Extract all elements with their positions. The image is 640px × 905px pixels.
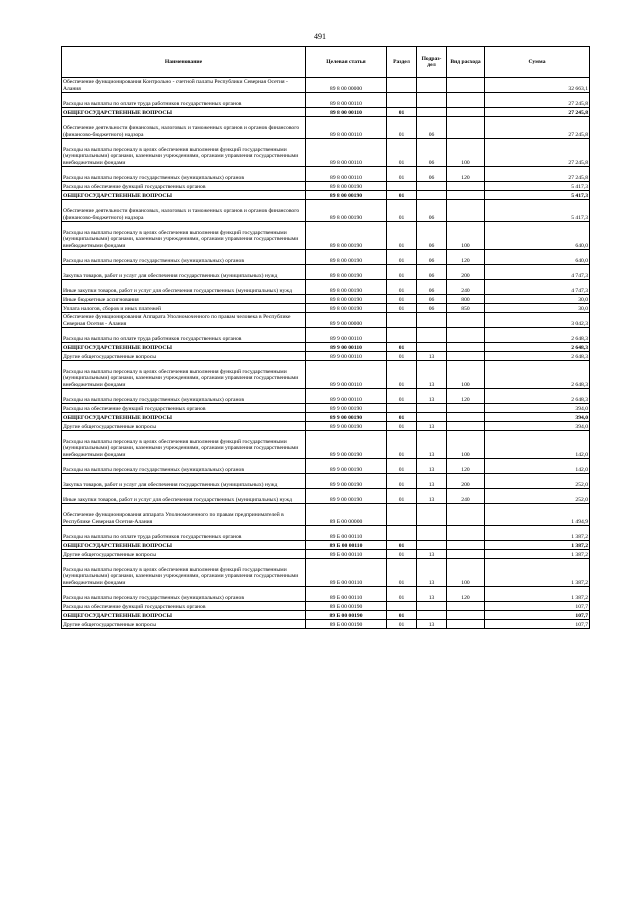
cell-target-article: 89 8 00 00110 — [306, 139, 387, 167]
cell-target-article: 89 9 00 00190 — [306, 489, 387, 504]
cell-target-article: 89 8 00 00110 — [306, 108, 387, 117]
cell-subsection: 06 — [417, 280, 447, 295]
cell-subsection — [417, 328, 447, 343]
cell-expense-type: 100 — [447, 139, 485, 167]
cell-subsection — [417, 343, 447, 352]
cell-target-article: 89 8 00 00190 — [306, 191, 387, 200]
cell-name: Другие общегосударственные вопросы — [62, 352, 306, 361]
cell-name: Обеспечение деятельности финансовых, налоговых и таможенных органов и органов финансового (финансово-бюджетного) надзора — [62, 117, 306, 139]
cell-name: Расходы на выплаты персоналу государственных (муниципальных) органов — [62, 389, 306, 404]
cell-target-article: 89 8 00 00000 — [306, 78, 387, 93]
cell-expense-type — [447, 413, 485, 422]
cell-expense-type: 120 — [447, 167, 485, 182]
cell-target-article: 89 9 00 00110 — [306, 361, 387, 389]
cell-target-article: 89 Б 00 00000 — [306, 504, 387, 526]
cell-expense-type — [447, 422, 485, 431]
header-name: Наименование — [62, 47, 306, 78]
cell-name: Иные закупки товаров, работ и услуг для обеспечения государственных (муниципальных) нужд — [62, 280, 306, 295]
cell-section: 01 — [387, 559, 417, 587]
cell-sum: 5 417,3 — [485, 191, 590, 200]
cell-sum: 142,0 — [485, 459, 590, 474]
header-target-article: Целевая статья — [306, 47, 387, 78]
cell-target-article: 89 8 00 00190 — [306, 295, 387, 304]
cell-name: Расходы на выплаты персоналу государственных (муниципальных) органов — [62, 167, 306, 182]
table-row — [62, 389, 590, 404]
cell-subsection: 13 — [417, 352, 447, 361]
cell-target-article: 89 Б 00 00110 — [306, 559, 387, 587]
cell-section — [387, 93, 417, 108]
cell-name: Закупка товаров, работ и услуг для обеспечения государственных (муниципальных) нужд — [62, 474, 306, 489]
cell-sum: 5 417,3 — [485, 200, 590, 222]
cell-sum: 2 648,3 — [485, 343, 590, 352]
cell-target-article: 89 8 00 00110 — [306, 167, 387, 182]
cell-subsection — [417, 191, 447, 200]
table-row — [62, 280, 590, 295]
cell-expense-type: 120 — [447, 389, 485, 404]
cell-target-article: 89 9 00 00190 — [306, 474, 387, 489]
cell-name: Расходы на выплаты персоналу в целях обеспечения выполнения функций государственными (муниципальными) органами, казенными учреждениями, органами управления государственными внебюджетными фондами — [62, 361, 306, 389]
cell-expense-type — [447, 352, 485, 361]
cell-target-article: 89 9 00 00110 — [306, 352, 387, 361]
table-row — [62, 167, 590, 182]
cell-subsection: 13 — [417, 587, 447, 602]
cell-name: Расходы на выплаты персоналу в целях обеспечения выполнения функций государственными (муниципальными) органами, казенными учреждениями, органами управления государственными внебюджетными фондами — [62, 222, 306, 250]
cell-target-article: 89 9 00 00110 — [306, 328, 387, 343]
cell-section: 01 — [387, 587, 417, 602]
cell-target-article: 89 8 00 00190 — [306, 250, 387, 265]
table-row — [62, 459, 590, 474]
header-expense-type: Вид расхода — [447, 47, 485, 78]
table-row — [62, 620, 590, 629]
cell-target-article: 89 Б 00 00110 — [306, 541, 387, 550]
cell-sum: 4 747,3 — [485, 280, 590, 295]
cell-section: 01 — [387, 361, 417, 389]
cell-expense-type — [447, 108, 485, 117]
cell-expense-type — [447, 611, 485, 620]
cell-target-article: 89 9 00 00110 — [306, 343, 387, 352]
cell-subsection — [417, 504, 447, 526]
cell-target-article: 89 Б 00 00190 — [306, 602, 387, 611]
cell-name: Расходы на выплаты по оплате труда работников государственных органов — [62, 526, 306, 541]
table-row — [62, 313, 590, 328]
cell-target-article: 89 9 00 00190 — [306, 431, 387, 459]
table-row — [62, 93, 590, 108]
cell-expense-type — [447, 602, 485, 611]
cell-section: 01 — [387, 611, 417, 620]
cell-expense-type: 240 — [447, 280, 485, 295]
cell-sum: 4 747,3 — [485, 265, 590, 280]
cell-sum: 252,0 — [485, 474, 590, 489]
cell-name: Расходы на обеспечение функций государственных органов — [62, 404, 306, 413]
cell-subsection: 13 — [417, 489, 447, 504]
cell-subsection: 13 — [417, 474, 447, 489]
cell-section: 01 — [387, 250, 417, 265]
cell-sum: 1 387,2 — [485, 559, 590, 587]
cell-section: 01 — [387, 191, 417, 200]
cell-sum: 27 245,8 — [485, 139, 590, 167]
cell-subsection: 06 — [417, 250, 447, 265]
cell-target-article: 89 8 00 00190 — [306, 280, 387, 295]
cell-name: Другие общегосударственные вопросы — [62, 550, 306, 559]
cell-expense-type: 800 — [447, 295, 485, 304]
cell-expense-type: 100 — [447, 559, 485, 587]
cell-expense-type: 850 — [447, 304, 485, 313]
table-body — [62, 78, 590, 629]
table-row — [62, 222, 590, 250]
cell-section: 01 — [387, 550, 417, 559]
cell-section: 01 — [387, 108, 417, 117]
cell-subsection — [417, 108, 447, 117]
cell-sum: 640,0 — [485, 222, 590, 250]
table-header-row — [62, 47, 590, 78]
cell-section: 01 — [387, 200, 417, 222]
cell-sum: 1 387,2 — [485, 526, 590, 541]
table-row — [62, 559, 590, 587]
cell-sum: 3 042,3 — [485, 313, 590, 328]
cell-subsection: 06 — [417, 222, 447, 250]
table-row — [62, 587, 590, 602]
table-row — [62, 526, 590, 541]
cell-expense-type — [447, 93, 485, 108]
cell-section: 01 — [387, 489, 417, 504]
cell-sum: 1 494,9 — [485, 504, 590, 526]
cell-name: Закупка товаров, работ и услуг для обеспечения государственных (муниципальных) нужд — [62, 265, 306, 280]
cell-sum: 1 387,2 — [485, 541, 590, 550]
cell-sum: 30,0 — [485, 295, 590, 304]
cell-section: 01 — [387, 295, 417, 304]
cell-sum: 394,0 — [485, 413, 590, 422]
cell-sum: 2 648,3 — [485, 352, 590, 361]
cell-sum: 252,0 — [485, 489, 590, 504]
table-row — [62, 139, 590, 167]
cell-name: Расходы на обеспечение функций государственных органов — [62, 182, 306, 191]
cell-section — [387, 313, 417, 328]
cell-section — [387, 404, 417, 413]
cell-expense-type — [447, 550, 485, 559]
table-row — [62, 550, 590, 559]
cell-subsection — [417, 404, 447, 413]
cell-subsection: 06 — [417, 295, 447, 304]
table-row — [62, 361, 590, 389]
cell-name: Расходы на выплаты персоналу государственных (муниципальных) органов — [62, 459, 306, 474]
cell-expense-type — [447, 328, 485, 343]
table-row — [62, 602, 590, 611]
cell-section: 01 — [387, 474, 417, 489]
table-row — [62, 541, 590, 550]
cell-section: 01 — [387, 389, 417, 404]
cell-section — [387, 504, 417, 526]
cell-name: Иные бюджетные ассигнования — [62, 295, 306, 304]
cell-expense-type — [447, 78, 485, 93]
page-number: 491 — [314, 32, 326, 41]
cell-subsection: 13 — [417, 361, 447, 389]
cell-subsection — [417, 526, 447, 541]
cell-sum: 394,0 — [485, 404, 590, 413]
table-row — [62, 413, 590, 422]
cell-subsection: 13 — [417, 431, 447, 459]
cell-name: Расходы на выплаты персоналу государственных (муниципальных) органов — [62, 250, 306, 265]
cell-target-article: 89 Б 00 00110 — [306, 526, 387, 541]
cell-expense-type — [447, 526, 485, 541]
table-row — [62, 108, 590, 117]
cell-subsection: 13 — [417, 550, 447, 559]
cell-section: 01 — [387, 352, 417, 361]
cell-expense-type: 100 — [447, 431, 485, 459]
cell-target-article: 89 Б 00 00110 — [306, 550, 387, 559]
table-row — [62, 431, 590, 459]
cell-name: Обеспечение деятельности финансовых, налоговых и таможенных органов и органов финансового (финансово-бюджетного) надзора — [62, 200, 306, 222]
cell-expense-type: 120 — [447, 459, 485, 474]
cell-sum: 5 417,3 — [485, 182, 590, 191]
cell-subsection: 13 — [417, 559, 447, 587]
cell-expense-type: 200 — [447, 474, 485, 489]
cell-section: 01 — [387, 343, 417, 352]
table-row — [62, 611, 590, 620]
cell-name: ОБЩЕГОСУДАРСТВЕННЫЕ ВОПРОСЫ — [62, 611, 306, 620]
table-row — [62, 200, 590, 222]
cell-section — [387, 182, 417, 191]
table-row — [62, 343, 590, 352]
cell-target-article: 89 Б 00 00190 — [306, 620, 387, 629]
cell-sum: 27 245,8 — [485, 108, 590, 117]
cell-name: ОБЩЕГОСУДАРСТВЕННЫЕ ВОПРОСЫ — [62, 108, 306, 117]
cell-subsection — [417, 182, 447, 191]
cell-target-article: 89 8 00 00110 — [306, 117, 387, 139]
table-row — [62, 117, 590, 139]
cell-name: Обеспечение функционирования аппарата Уполномоченного по правам предпринимателей в Республике Северная Осетия-Алания — [62, 504, 306, 526]
cell-section — [387, 526, 417, 541]
table-row — [62, 250, 590, 265]
table-row — [62, 191, 590, 200]
cell-sum: 2 648,3 — [485, 389, 590, 404]
cell-sum: 107,7 — [485, 620, 590, 629]
cell-section: 01 — [387, 431, 417, 459]
cell-expense-type: 100 — [447, 361, 485, 389]
cell-expense-type — [447, 182, 485, 191]
cell-name: Иные закупки товаров, работ и услуг для обеспечения государственных (муниципальных) нужд — [62, 489, 306, 504]
table-row — [62, 304, 590, 313]
cell-subsection: 06 — [417, 200, 447, 222]
table-row — [62, 422, 590, 431]
cell-expense-type — [447, 541, 485, 550]
cell-target-article: 89 Б 00 00110 — [306, 587, 387, 602]
cell-sum: 32 663,1 — [485, 78, 590, 93]
cell-name: Расходы на выплаты персоналу государственных (муниципальных) органов — [62, 587, 306, 602]
header-section: Раздел — [387, 47, 417, 78]
cell-target-article: 89 8 00 00190 — [306, 222, 387, 250]
cell-name: Другие общегосударственные вопросы — [62, 620, 306, 629]
cell-expense-type — [447, 343, 485, 352]
table-row — [62, 295, 590, 304]
cell-sum: 142,0 — [485, 431, 590, 459]
cell-section: 01 — [387, 167, 417, 182]
table-row — [62, 504, 590, 526]
cell-sum: 27 245,8 — [485, 167, 590, 182]
cell-sum: 1 387,2 — [485, 587, 590, 602]
table-row — [62, 489, 590, 504]
cell-section — [387, 328, 417, 343]
cell-name: ОБЩЕГОСУДАРСТВЕННЫЕ ВОПРОСЫ — [62, 541, 306, 550]
cell-section: 01 — [387, 304, 417, 313]
cell-sum: 1 387,2 — [485, 550, 590, 559]
cell-expense-type — [447, 313, 485, 328]
cell-section — [387, 602, 417, 611]
cell-expense-type: 120 — [447, 250, 485, 265]
table-row — [62, 352, 590, 361]
cell-subsection: 06 — [417, 304, 447, 313]
cell-expense-type — [447, 504, 485, 526]
cell-expense-type — [447, 117, 485, 139]
cell-name: Расходы на выплаты персоналу в целях обеспечения выполнения функций государственными (муниципальными) органами, казенными учреждениями, органами управления государственными внебюджетными фондами — [62, 431, 306, 459]
cell-name: Расходы на выплаты по оплате труда работников государственных органов — [62, 93, 306, 108]
table-row — [62, 328, 590, 343]
cell-subsection — [417, 93, 447, 108]
cell-sum: 107,7 — [485, 602, 590, 611]
cell-section: 01 — [387, 541, 417, 550]
cell-target-article: 89 8 00 00190 — [306, 200, 387, 222]
cell-expense-type — [447, 620, 485, 629]
table-row — [62, 474, 590, 489]
cell-section: 01 — [387, 413, 417, 422]
cell-section — [387, 78, 417, 93]
cell-target-article: 89 8 00 00190 — [306, 304, 387, 313]
cell-name: ОБЩЕГОСУДАРСТВЕННЫЕ ВОПРОСЫ — [62, 191, 306, 200]
cell-target-article: 89 9 00 00190 — [306, 404, 387, 413]
cell-sum: 2 648,3 — [485, 328, 590, 343]
cell-subsection: 13 — [417, 422, 447, 431]
cell-section: 01 — [387, 117, 417, 139]
cell-sum: 2 648,3 — [485, 361, 590, 389]
cell-name: Другие общегосударственные вопросы — [62, 422, 306, 431]
cell-section: 01 — [387, 280, 417, 295]
cell-name: ОБЩЕГОСУДАРСТВЕННЫЕ ВОПРОСЫ — [62, 413, 306, 422]
cell-expense-type: 100 — [447, 222, 485, 250]
cell-name: Расходы на обеспечение функций государственных органов — [62, 602, 306, 611]
table-row — [62, 265, 590, 280]
cell-section: 01 — [387, 139, 417, 167]
cell-subsection — [417, 78, 447, 93]
cell-subsection: 13 — [417, 389, 447, 404]
header-subsection: Подраз-дел — [417, 47, 447, 78]
cell-target-article: 89 9 00 00190 — [306, 422, 387, 431]
cell-sum: 640,0 — [485, 250, 590, 265]
cell-target-article: 89 8 00 00190 — [306, 265, 387, 280]
cell-name: Расходы на выплаты персоналу в целях обеспечения выполнения функций государственными (муниципальными) органами, казенными учреждениями, органами управления государственными внебюджетными фондами — [62, 559, 306, 587]
cell-name: Расходы на выплаты персоналу в целях обеспечения выполнения функций государственными (муниципальными) органами, казенными учреждениями, органами управления государственными внебюджетными фондами — [62, 139, 306, 167]
cell-subsection — [417, 313, 447, 328]
cell-name: Обеспечение функционирования Контрольно - счетной палаты Республики Северная Осетия - Алания — [62, 78, 306, 93]
cell-target-article: 89 9 00 00110 — [306, 389, 387, 404]
table-row — [62, 182, 590, 191]
cell-section: 01 — [387, 459, 417, 474]
cell-subsection: 06 — [417, 139, 447, 167]
cell-subsection: 13 — [417, 459, 447, 474]
cell-target-article: 89 9 00 00190 — [306, 413, 387, 422]
cell-target-article: 89 8 00 00110 — [306, 93, 387, 108]
table-row — [62, 78, 590, 93]
cell-target-article: 89 Б 00 00190 — [306, 611, 387, 620]
cell-subsection: 06 — [417, 117, 447, 139]
cell-subsection: 06 — [417, 265, 447, 280]
cell-subsection — [417, 602, 447, 611]
cell-name: ОБЩЕГОСУДАРСТВЕННЫЕ ВОПРОСЫ — [62, 343, 306, 352]
cell-expense-type — [447, 200, 485, 222]
cell-name: Расходы на выплаты по оплате труда работников государственных органов — [62, 328, 306, 343]
cell-name: Уплата налогов, сборов и иных платежей — [62, 304, 306, 313]
cell-name: Обеспечение функционирования Аппарата Уполномоченного по правам человека в Республике Северная Осетия - Алания — [62, 313, 306, 328]
cell-expense-type: 200 — [447, 265, 485, 280]
cell-target-article: 89 8 00 00190 — [306, 182, 387, 191]
cell-sum: 27 245,8 — [485, 93, 590, 108]
cell-sum: 30,0 — [485, 304, 590, 313]
cell-subsection — [417, 413, 447, 422]
cell-section: 01 — [387, 222, 417, 250]
budget-table — [61, 46, 590, 629]
cell-target-article: 89 9 00 00190 — [306, 459, 387, 474]
table-row — [62, 404, 590, 413]
cell-subsection — [417, 611, 447, 620]
cell-expense-type: 120 — [447, 587, 485, 602]
cell-subsection — [417, 541, 447, 550]
cell-sum: 394,0 — [485, 422, 590, 431]
cell-sum: 107,7 — [485, 611, 590, 620]
cell-section: 01 — [387, 422, 417, 431]
cell-section: 01 — [387, 265, 417, 280]
header-sum: Сумма — [485, 47, 590, 78]
cell-subsection: 13 — [417, 620, 447, 629]
cell-subsection: 06 — [417, 167, 447, 182]
cell-sum: 27 245,8 — [485, 117, 590, 139]
cell-expense-type — [447, 404, 485, 413]
cell-expense-type: 240 — [447, 489, 485, 504]
cell-section: 01 — [387, 620, 417, 629]
cell-expense-type — [447, 191, 485, 200]
cell-target-article: 89 9 00 00000 — [306, 313, 387, 328]
